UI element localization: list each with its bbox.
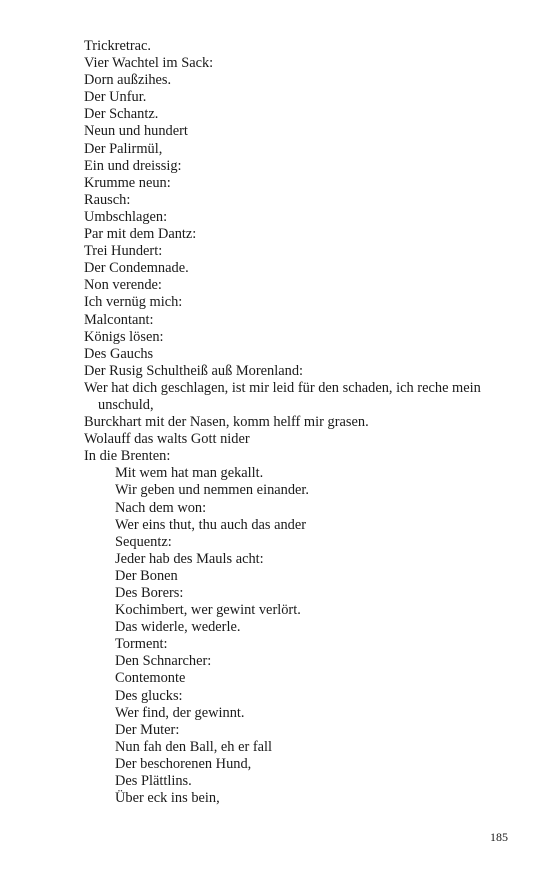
text-line: Ich vernüg mich:: [84, 294, 183, 311]
indented-text-line: Sequentz:: [115, 533, 172, 550]
indented-text-line: Jeder hab des Mauls acht:: [115, 550, 264, 567]
text-line: In die Brenten:: [84, 448, 171, 465]
indented-text-line: Das widerle, wederle.: [115, 619, 241, 636]
text-line: Trei Hundert:: [84, 243, 163, 260]
indented-text-line: Der beschorenen Hund,: [115, 755, 252, 772]
page-body: [84, 38, 524, 807]
text-line: Der Condemnade.: [84, 260, 189, 277]
text-line: Par mit dem Dantz:: [84, 226, 197, 243]
indented-text-line: Mit wem hat man gekallt.: [115, 465, 264, 482]
text-line: Malcontant:: [84, 311, 154, 328]
indented-text-line: Der Bonen: [115, 567, 178, 584]
text-line: Krumme neun:: [84, 174, 171, 191]
indented-text-line: Wir geben und nemmen einander.: [115, 482, 310, 499]
indented-text-line: Kochimbert, wer gewint verlört.: [115, 602, 301, 619]
indented-text-line: Der Muter:: [115, 721, 180, 738]
text-line: Neun und hundert: [84, 123, 188, 140]
indented-text-line: Des Borers:: [115, 585, 184, 601]
text-line: Der Palirmül,: [84, 140, 163, 157]
text-line: Umbschlagen:: [84, 208, 168, 225]
text-line: Ein und dreissig:: [84, 157, 182, 174]
indented-text-line: Nun fah den Ball, eh er fall: [115, 738, 273, 755]
indented-text-line: Des Plättlins.: [115, 773, 192, 790]
text-line: Dorn außzihes.: [84, 72, 172, 89]
text-line: Vier Wachtel im Sack:: [84, 55, 214, 72]
text-line: Burckhart mit der Nasen, komm helff mir grasen.: [84, 414, 369, 431]
text-line: Trickretrac.: [84, 38, 151, 54]
text-line: Wer hat dich geschlagen, ist mir leid für den schaden, ich reche mein unschuld,: [84, 379, 481, 413]
indented-text-line: Wer find, der gewinnt.: [115, 704, 245, 721]
text-line: Der Schantz.: [84, 106, 159, 123]
text-line: Non verende:: [84, 277, 162, 294]
text-line: Königs lösen:: [84, 328, 164, 345]
indented-text-line: Wer eins thut, thu auch das ander: [115, 516, 307, 533]
indented-text-line: Über eck ins bein,: [115, 790, 220, 807]
text-line: Der Rusig Schultheiß auß Morenland:: [84, 362, 304, 379]
indented-text-line: Nach dem won:: [115, 499, 207, 516]
text-line: Des Gauchs: [84, 345, 154, 362]
indented-text-line: Contemonte: [115, 670, 186, 687]
indented-text-line: Des glucks:: [115, 687, 183, 704]
indented-text-line: Den Schnarcher:: [115, 653, 212, 670]
page-number: 185: [490, 830, 508, 844]
indented-text-line: Torment:: [115, 636, 168, 653]
text-line: Der Unfur.: [84, 89, 147, 106]
text-line: Rausch:: [84, 191, 131, 208]
text-line: Wolauff das walts Gott nider: [84, 431, 250, 448]
